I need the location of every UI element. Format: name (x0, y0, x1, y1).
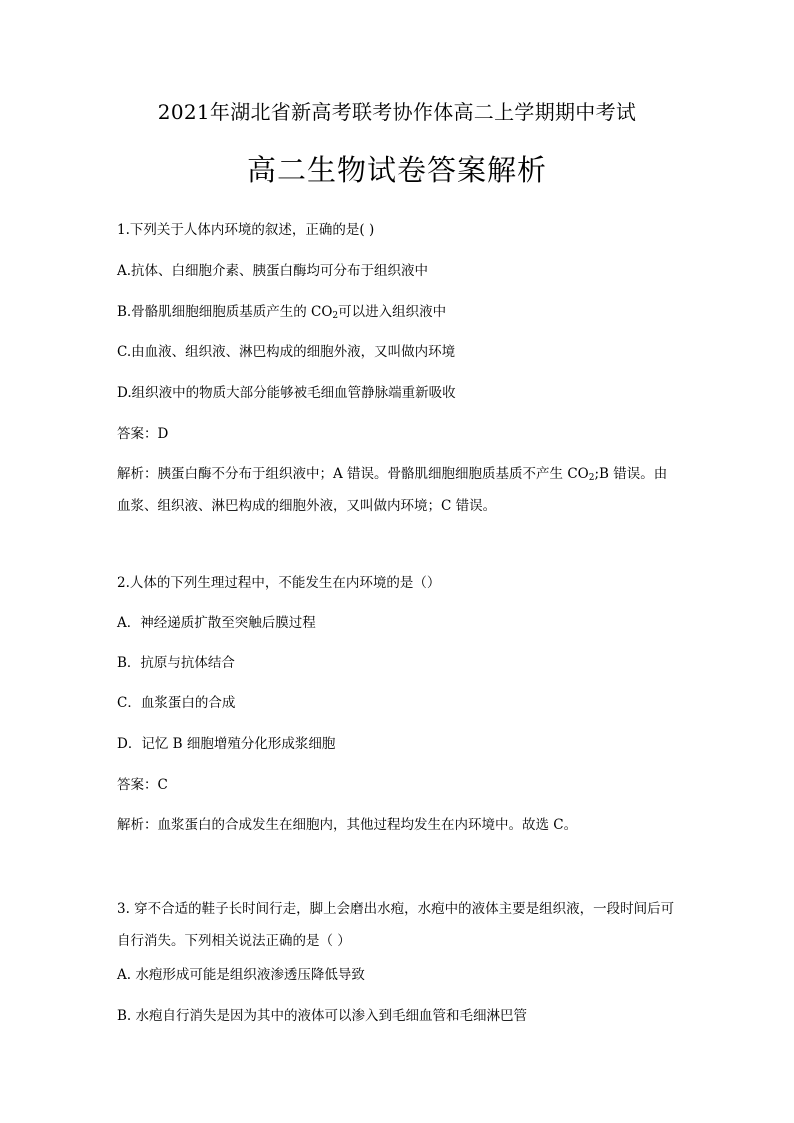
q3-stem: 3. 穿不合适的鞋子长时间行走，脚上会磨出水疱，水疱中的液体主要是组织液，一段时间后可自行消失。下列相关说法正确的是（ ） (117, 901, 675, 949)
q2-option-b: B．抗原与抗体结合 (117, 655, 235, 671)
q2-answer: 答案：C (117, 777, 168, 793)
q1-option-d: D.组织液中的物质大部分能够被毛细血管静脉端重新吸收 (117, 385, 456, 401)
q1-explanation: 解析：胰蛋白酶不分布于组织液中；A 错误。骨骼肌细胞细胞质基质不产生 $CO_2;B$ 错误。由血浆、组织液、淋巴构成的细胞外液，又叫做内环境；C 错误。 (117, 466, 668, 514)
q1-option-a: A.抗体、白细胞介素、胰蛋白酶均可分布于组织液中 (117, 263, 429, 279)
q1-option-c: C.由血液、组织液、淋巴构成的细胞外液，又叫做内环境 (117, 344, 456, 360)
q2-stem: 2.人体的下列生理过程中，不能发生在内环境的是（） (117, 575, 441, 591)
q2-option-d: D．记忆 B 细胞增殖分化形成浆细胞 (117, 736, 336, 752)
q1-option-b: B.骨骼肌细胞细胞质基质产生的 $CO_2$可以进入组织液中 (117, 304, 447, 321)
q1-answer: 答案：D (117, 426, 169, 442)
document-title: 高二生物试卷答案解析 (246, 153, 547, 187)
q3-option-a: A. 水疱形成可能是组织液渗透压降低导致 (117, 967, 365, 983)
q2-option-c: C．血浆蛋白的合成 (117, 695, 236, 711)
q1-stem: 1.下列关于人体内环境的叙述，正确的是( ) (117, 222, 375, 238)
q2-explanation: 解析：血浆蛋白的合成发生在细胞内，其他过程均发生在内环境中。故选 C。 (117, 817, 578, 833)
q2-option-a: A．神经递质扩散至突触后膜过程 (117, 615, 316, 631)
exam-title: 2021年湖北省新高考联考协作体高二上学期期中考试 (157, 100, 637, 124)
q3-option-b: B. 水疱自行消失是因为其中的液体可以渗入到毛细血管和毛细淋巴管 (117, 1008, 528, 1024)
